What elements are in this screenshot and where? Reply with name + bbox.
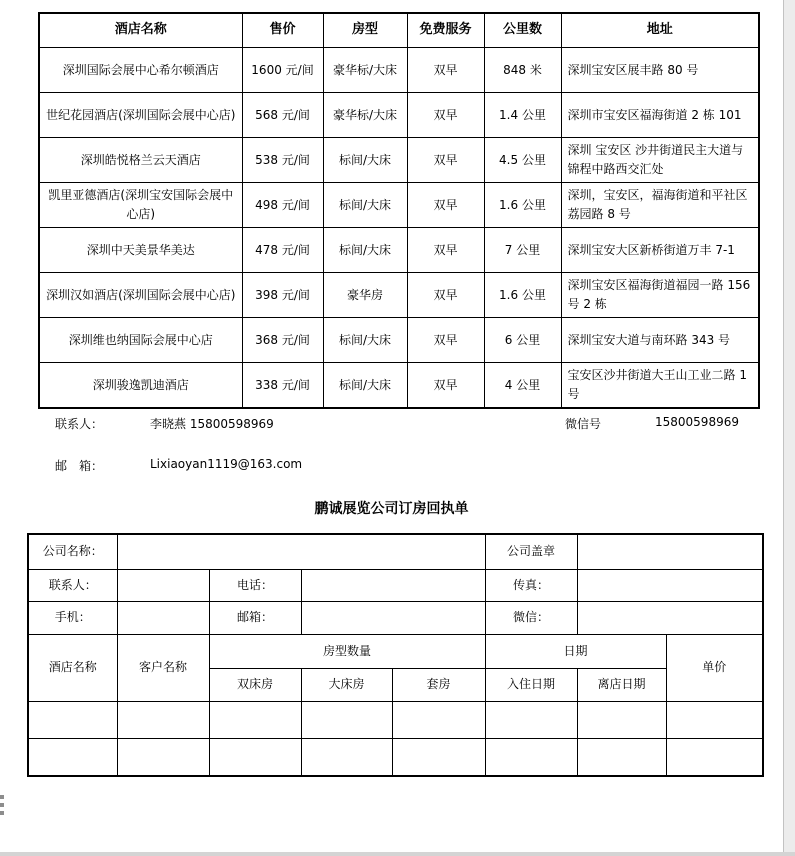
form-contact-field[interactable] bbox=[117, 569, 209, 601]
header-free-service: 免费服务 bbox=[407, 13, 484, 48]
header-distance: 公里数 bbox=[484, 13, 561, 48]
booking-date-header: 日期 bbox=[485, 634, 666, 668]
distance-cell: 1.4 公里 bbox=[484, 93, 561, 138]
price-cell: 538 元/间 bbox=[242, 138, 323, 183]
form-phone-label: 电话： bbox=[209, 569, 301, 601]
wechat-id-label: 微信号 bbox=[565, 417, 602, 431]
distance-cell: 1.6 公里 bbox=[484, 183, 561, 228]
room-type-cell: 标间/大床 bbox=[323, 318, 407, 363]
room-type-cell: 标间/大床 bbox=[323, 138, 407, 183]
booking-entry-row bbox=[28, 701, 763, 738]
booking-input-cell[interactable] bbox=[28, 738, 117, 776]
service-cell: 双早 bbox=[407, 93, 484, 138]
price-cell: 498 元/间 bbox=[242, 183, 323, 228]
address-cell: 深圳 宝安区 沙井街道民主大道与锦程中路西交汇处 bbox=[561, 138, 759, 183]
address-cell: 深圳宝安大道与南环路 343 号 bbox=[561, 318, 759, 363]
hotel-name-cell: 深圳中天美景华美达 bbox=[39, 228, 242, 273]
booking-hotel-name-header: 酒店名称 bbox=[28, 634, 117, 701]
booking-customer-name-header: 客户名称 bbox=[117, 634, 209, 701]
distance-cell: 848 米 bbox=[484, 48, 561, 93]
form-phone-field[interactable] bbox=[301, 569, 485, 601]
email-value: Lixiaoyan1119@163.com bbox=[150, 457, 303, 471]
service-cell: 双早 bbox=[407, 183, 484, 228]
wechat-id-value: 15800598969 bbox=[655, 415, 739, 429]
hotel-name-cell: 深圳维也纳国际会展中心店 bbox=[39, 318, 242, 363]
service-cell: 双早 bbox=[407, 138, 484, 183]
booking-checkout-header: 离店日期 bbox=[577, 668, 666, 701]
booking-input-cell[interactable] bbox=[392, 738, 485, 776]
form-email-field[interactable] bbox=[301, 601, 485, 634]
hotel-name-cell: 世纪花园酒店(深圳国际会展中心店) bbox=[39, 93, 242, 138]
mobile-row bbox=[28, 601, 763, 634]
contact-person-label: 联系人： bbox=[55, 417, 104, 431]
hotel-row bbox=[39, 318, 759, 363]
room-type-cell: 豪华房 bbox=[323, 273, 407, 318]
price-cell: 478 元/间 bbox=[242, 228, 323, 273]
price-cell: 1600 元/间 bbox=[242, 48, 323, 93]
distance-cell: 1.6 公里 bbox=[484, 273, 561, 318]
booking-reply-table bbox=[27, 533, 764, 777]
dot bbox=[0, 803, 4, 807]
booking-input-cell[interactable] bbox=[666, 701, 763, 738]
address-cell: 深圳宝安区展丰路 80 号 bbox=[561, 48, 759, 93]
room-type-cell: 标间/大床 bbox=[323, 183, 407, 228]
distance-cell: 7 公里 bbox=[484, 228, 561, 273]
room-type-cell: 豪华标/大床 bbox=[323, 93, 407, 138]
service-cell: 双早 bbox=[407, 318, 484, 363]
contact-row bbox=[28, 569, 763, 601]
company-name-label: 公司名称： bbox=[28, 534, 117, 569]
bottom-page-edge bbox=[0, 852, 795, 856]
service-cell: 双早 bbox=[407, 363, 484, 409]
booking-input-cell[interactable] bbox=[577, 738, 666, 776]
address-cell: 深圳宝安大区新桥街道万丰 7-1 bbox=[561, 228, 759, 273]
company-name-field[interactable] bbox=[117, 534, 485, 569]
booking-input-cell[interactable] bbox=[301, 738, 392, 776]
booking-room-qty-header: 房型数量 bbox=[209, 634, 485, 668]
header-room-type: 房型 bbox=[323, 13, 407, 48]
dot bbox=[0, 795, 4, 799]
booking-checkin-header: 入住日期 bbox=[485, 668, 577, 701]
form-mobile-label: 手机： bbox=[28, 601, 117, 634]
price-cell: 368 元/间 bbox=[242, 318, 323, 363]
hotel-name-cell: 深圳皓悦格兰云天酒店 bbox=[39, 138, 242, 183]
form-wechat-label: 微信： bbox=[485, 601, 577, 634]
right-scrollbar-gutter[interactable] bbox=[783, 0, 795, 856]
booking-input-cell[interactable] bbox=[666, 738, 763, 776]
reply-form-title: 鹏诚展览公司订房回执单 bbox=[314, 501, 469, 517]
price-cell: 398 元/间 bbox=[242, 273, 323, 318]
hotel-row bbox=[39, 228, 759, 273]
booking-input-cell[interactable] bbox=[209, 701, 301, 738]
header-hotel-name: 酒店名称 bbox=[39, 13, 242, 48]
price-cell: 338 元/间 bbox=[242, 363, 323, 409]
company-seal-field[interactable] bbox=[577, 534, 763, 569]
address-cell: 深圳，宝安区，福海街道和平社区荔园路 8 号 bbox=[561, 183, 759, 228]
contact-person-value: 李晓燕 15800598969 bbox=[150, 417, 274, 431]
booking-input-cell[interactable] bbox=[209, 738, 301, 776]
room-type-cell: 豪华标/大床 bbox=[323, 48, 407, 93]
distance-cell: 4.5 公里 bbox=[484, 138, 561, 183]
form-contact-label: 联系人： bbox=[28, 569, 117, 601]
form-fax-label: 传真： bbox=[485, 569, 577, 601]
booking-twin-room-header: 双床房 bbox=[209, 668, 301, 701]
booking-header-row-1 bbox=[28, 634, 763, 668]
booking-entry-row bbox=[28, 738, 763, 776]
booking-input-cell[interactable] bbox=[485, 701, 577, 738]
hotel-row bbox=[39, 93, 759, 138]
email-label: 邮 箱： bbox=[55, 459, 104, 473]
booking-suite-header: 套房 bbox=[392, 668, 485, 701]
form-fax-field[interactable] bbox=[577, 569, 763, 601]
hotel-name-cell: 深圳汉如酒店(深圳国际会展中心店) bbox=[39, 273, 242, 318]
booking-input-cell[interactable] bbox=[485, 738, 577, 776]
company-row bbox=[28, 534, 763, 569]
form-email-label: 邮箱： bbox=[209, 601, 301, 634]
hotel-row bbox=[39, 363, 759, 409]
booking-input-cell[interactable] bbox=[28, 701, 117, 738]
hotel-name-cell: 深圳骏逸凯迪酒店 bbox=[39, 363, 242, 409]
hotel-row bbox=[39, 48, 759, 93]
distance-cell: 4 公里 bbox=[484, 363, 561, 409]
booking-input-cell[interactable] bbox=[117, 738, 209, 776]
hotel-row bbox=[39, 138, 759, 183]
hotel-name-cell: 深圳国际会展中心希尔顿酒店 bbox=[39, 48, 242, 93]
booking-unit-price-header: 单价 bbox=[666, 634, 763, 701]
booking-input-cell[interactable] bbox=[577, 701, 666, 738]
service-cell: 双早 bbox=[407, 228, 484, 273]
hotel-row bbox=[39, 273, 759, 318]
hotel-table-header-row bbox=[39, 13, 759, 48]
room-type-cell: 标间/大床 bbox=[323, 363, 407, 409]
address-cell: 宝安区沙井街道大王山工业二路 1 号 bbox=[561, 363, 759, 409]
service-cell: 双早 bbox=[407, 273, 484, 318]
dot bbox=[0, 811, 4, 815]
service-cell: 双早 bbox=[407, 48, 484, 93]
company-seal-label: 公司盖章 bbox=[485, 534, 577, 569]
booking-input-cell[interactable] bbox=[392, 701, 485, 738]
form-wechat-field[interactable] bbox=[577, 601, 763, 634]
price-cell: 568 元/间 bbox=[242, 93, 323, 138]
room-type-cell: 标间/大床 bbox=[323, 228, 407, 273]
booking-king-room-header: 大床房 bbox=[301, 668, 392, 701]
booking-input-cell[interactable] bbox=[117, 701, 209, 738]
address-cell: 深圳宝安区福海街道福园一路 156 号 2 栋 bbox=[561, 273, 759, 318]
address-cell: 深圳市宝安区福海街道 2 栋 101 bbox=[561, 93, 759, 138]
hotel-row bbox=[39, 183, 759, 228]
hotel-rates-table bbox=[38, 12, 760, 409]
header-price: 售价 bbox=[242, 13, 323, 48]
booking-input-cell[interactable] bbox=[301, 701, 392, 738]
distance-cell: 6 公里 bbox=[484, 318, 561, 363]
form-mobile-field[interactable] bbox=[117, 601, 209, 634]
hotel-name-cell: 凯里亚德酒店(深圳宝安国际会展中心店) bbox=[39, 183, 242, 228]
left-margin-dots bbox=[0, 795, 5, 819]
header-address: 地址 bbox=[561, 13, 759, 48]
